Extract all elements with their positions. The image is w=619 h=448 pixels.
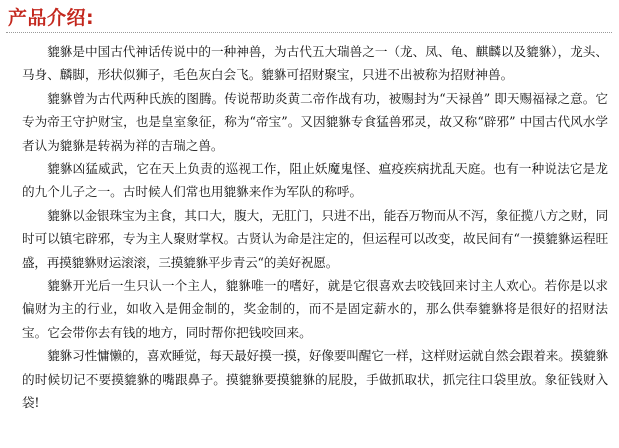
paragraph-totem: 貔貅曾为古代两种氏族的图腾。传说帮助炎黄二帝作战有功，被赐封为“天禄兽” 即天赐福禄之意。它专为帝王守护财宝，也是皇室象征，称为“帝宝”。又因貔貅专食猛兽邪灵，故又称“辟邪” 中国古代风水学者认为貔貅是转祸为祥的吉瑞之兽。 bbox=[22, 90, 608, 153]
section-title: 产品介绍: bbox=[8, 7, 95, 29]
intro-text-body bbox=[22, 40, 608, 440]
paragraph-owner: 貔貅开光后一生只认一个主人，貔貅唯一的嗜好，就是它很喜欢去咬钱回来讨主人欢心。若你是以求偏财为主的行业，如收入是佣金制的，奖金制的，而不是固定薪水的，那么供奉貔貅将是很好的招财法宝。它会带你去有钱的地方，同时帮你把钱咬回来。 bbox=[22, 278, 608, 340]
paragraph-habit: 貔貅习性慵懒的，喜欢睡觉，每天最好摸一摸，好像要叫醒它一样，这样财运就自然会跟着来。摸貔貅的时候切记不要摸貔貅的嘴跟鼻子。摸貔貅要摸貔貅的屁股，手做抓取状，抓完往口袋里放。象征钱财入袋! bbox=[22, 348, 608, 411]
paragraph-origin: 貔貅是中国古代神话传说中的一种神兽，为古代五大瑞兽之一（龙、凤、龟、麒麟以及貔貅），龙头、马身、麟脚，形状似狮子，毛色灰白会飞。貔貅可招财聚宝，只进不出被称为招财神兽。 bbox=[22, 44, 608, 83]
title-divider bbox=[6, 32, 612, 33]
paragraph-patrol: 貔貅凶猛威武，它在天上负责的巡视工作，阻止妖魔鬼怪、瘟疫疾病扰乱天庭。也有一种说法它是龙的九个儿子之一。古时候人们常也用貔貅来作为军队的称呼。 bbox=[22, 161, 608, 200]
paragraph-diet: 貔貅以金银珠宝为主食，其口大，腹大，无肛门，只进不出，能吞万物而从不泻，象征揽八方之财，同时可以镇宅辟邪，专为主人聚财掌权。古贤认为命是注定的，但运程可以改变，故民间有“一摸貔貅运程旺盛，再摸貔貅财运滚滚，三摸貔貅平步青云“的美好祝愿。 bbox=[22, 207, 608, 270]
